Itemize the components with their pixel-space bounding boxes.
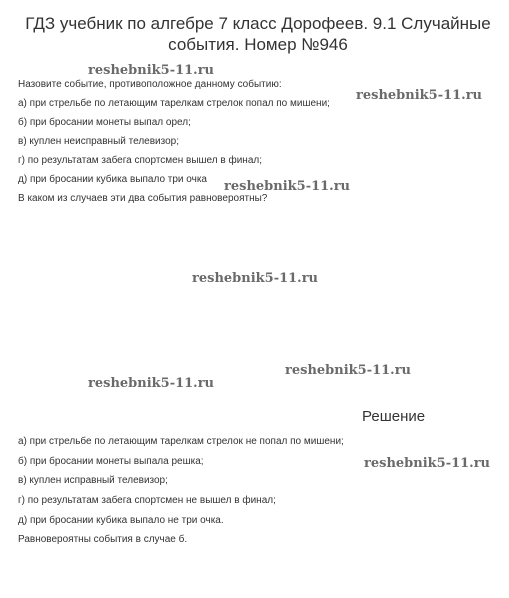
watermark: reshebnik5-11.ru: [192, 271, 319, 286]
solution-heading: Решение: [362, 408, 426, 425]
task-item-a: а) при стрельбе по летающим тарелкам стрелок попал по мишени;: [18, 98, 330, 109]
task-question: В каком из случаев эти два события равновероятны?: [18, 193, 268, 204]
watermark: reshebnik5-11.ru: [356, 88, 483, 103]
task-item-d: д) при бросании кубика выпало три очка: [18, 174, 207, 185]
solution-item-a: а) при стрельбе по летающим тарелкам стрелок не попал по мишени;: [18, 436, 344, 447]
task-item-b: б) при бросании монеты выпал орел;: [18, 117, 191, 128]
solution-item-b: б) при бросании монеты выпала решка;: [18, 456, 204, 467]
solution-item-d: д) при бросании кубика выпало не три очка.: [18, 515, 224, 526]
task-intro: Назовите событие, противоположное данному событию:: [18, 79, 282, 90]
watermark: reshebnik5-11.ru: [88, 63, 215, 78]
watermark: reshebnik5-11.ru: [364, 456, 491, 471]
task-item-v: в) куплен неисправный телевизор;: [18, 136, 179, 147]
solution-item-g: г) по результатам забега спортсмен не вышел в финал;: [18, 495, 276, 506]
solution-conclusion: Равновероятны события в случае б.: [18, 534, 188, 545]
watermark: reshebnik5-11.ru: [224, 179, 351, 194]
task-item-g: г) по результатам забега спортсмен вышел в финал;: [18, 155, 263, 166]
watermark: reshebnik5-11.ru: [285, 363, 412, 378]
watermark: reshebnik5-11.ru: [88, 376, 215, 391]
solution-item-v: в) куплен исправный телевизор;: [18, 475, 168, 486]
page-title: ГДЗ учебник по алгебре 7 класс Дорофеев. 9.1 Случайные события. Номер №946: [25, 14, 491, 54]
